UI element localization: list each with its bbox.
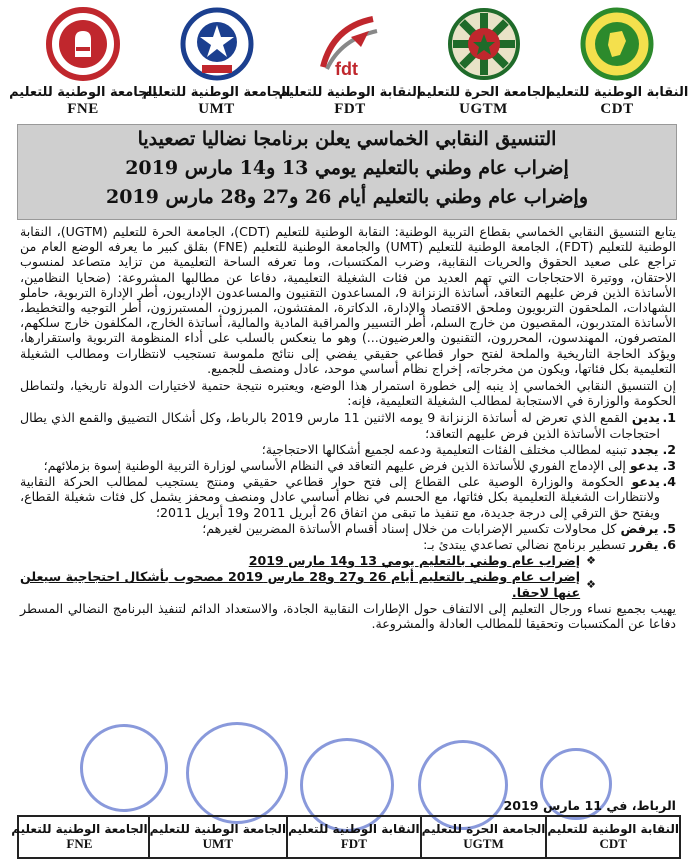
footer-abbr: CDT <box>599 836 627 851</box>
fne-logo <box>45 6 121 81</box>
title-line-1: التنسيق النقابي الخماسي يعلن برنامجا نضاليا تصعيديا <box>137 128 557 150</box>
footer-name: النقابة الوطنية للتعليم <box>288 822 420 836</box>
footer-cell <box>11 817 147 857</box>
footer-cell <box>286 817 420 857</box>
item-lead: يجدد <box>630 441 659 457</box>
title-line-2: إضراب عام وطني بالتعليم يومي 13 و14 مارس 2019 <box>125 157 569 179</box>
list-item <box>20 442 676 457</box>
ugtm-logo <box>446 6 522 81</box>
strike-bullet-1 <box>20 553 676 568</box>
org-abbr: FDT <box>334 101 366 117</box>
item-number: 1. <box>662 410 676 426</box>
umt-logo <box>179 6 255 81</box>
title-box <box>17 124 677 220</box>
item-number: 4. <box>662 474 676 490</box>
item-number: 5. <box>662 520 676 536</box>
item-number: 3. <box>662 458 676 474</box>
list-item <box>20 521 676 536</box>
item-lead: يدعو <box>631 474 660 490</box>
list-item <box>20 474 676 520</box>
statement-body <box>20 224 676 633</box>
item-number: 2. <box>662 441 676 457</box>
item-lead: يدين <box>631 410 660 426</box>
list-item <box>20 458 676 473</box>
fdt-logo <box>312 6 388 81</box>
intro-paragraph: يتابع التنسيق النقابي الخماسي بقطاع التربية الوطنية: النقابة الوطنية للتعليم (CDT)، الجامعة الحرة للتعليم (UGTM)، النقابة الوطنية للتعليم (FDT)، الجامعة الوطنية للتعليم (UMT) والجامعة الوطنية للتعليم (FNE) بقلق كبير ما يعرفه الوضع العام من تراجع على صعيد الحقوق والحريات النقابية، وضرب المكتسبات، وما تعرفه الساحة التعليمية من تزايد متصاعد لمنسوب الاحتقان، ووتيرة الاحتجاجات التي تهم العديد من فئات الشغيلة التعليمية، دفاعا عن مطالبها المشروعة: (ضحايا النظامين، الأساتذة الذين فرض عليهم التعاقد، أساتذة الزنزانة 9، المساعدون التقنيون والمساعدون الإداريون، أطر الإدارة التربوية، حاملو الشهادات، الملحقون التربويون وملحق الاقتصاد والإدارة، الدكاترة، المفتشون، المبرزون، المستبرزون، أطر التوجيه والتخطيط، الأساتذة المتدربون، المقصيون من خارج السلم، أطر التسيير والمراقبة المادية والمالية، أساتذة الخارج، المكلفون خارج سلكهم، المتصرفون، المهندسون، المحررون، التقنيون والعرضيون...) وهو ما ينعكس بالسلب على أداء المنظومة التربوية واستقرارها، ويؤكد الحاجة التاريخية والملحة لفتح حوار قطاعي حقيقي يفضي إلى نتائج ملموسة تستجيب لانتظارات ومطالب الشغيلة التعليمية بكل فئاتها، ويكون من مخرجاته، إخراج نظام أساسي موحد، عادل ومنصف للجميع. <box>20 224 677 376</box>
item-text: الحكومة والوزارة الوصية على القطاع إلى فتح حوار قطاعي حقيقي ومنتج يستجيب لمطالب الحركة النقابية ولانتظارات الشغيلة التعليمية بكل فئاتها، مع الحسم في نظام أساسي عادل ومنصف ومحفز يشمل كل فئات شغيلة القطاع، ويفتح حق الترقي إلى درجة جديدة، مع تنفيذ ما تبقى من اتفاق 26 أبريل 2011 و19 أبريل 2011؛ <box>20 474 660 520</box>
bullet-text: إضراب عام وطني بالتعليم أيام 26 و27 و28 مارس 2019 مصحوب بأشكال احتجاجية سيعلن عنها لاحقا. <box>20 569 581 600</box>
list-item <box>20 537 676 552</box>
org-umt <box>142 6 291 118</box>
org-name: الجامعة الوطنية للتعليم <box>142 85 291 100</box>
footer-cell <box>420 817 546 857</box>
org-abbr: FNE <box>67 101 99 117</box>
item-lead: يرفض <box>620 520 659 536</box>
org-cdt <box>545 6 689 118</box>
svg-text:fdt: fdt <box>335 58 358 79</box>
footer-name: الجامعة الوطنية للتعليم <box>149 822 287 836</box>
list-item <box>20 410 676 440</box>
org-abbr: CDT <box>600 101 634 117</box>
diamond-bullet-icon: ❖ <box>586 554 596 568</box>
org-name: الجامعة الحرة للتعليم <box>416 85 551 100</box>
bullet-text: إضراب عام وطني بالتعليم يومي 13 و14 مارس 2019 <box>248 553 581 569</box>
org-name: النقابة الوطنية للتعليم <box>545 85 689 100</box>
footer-abbr: FNE <box>66 836 93 851</box>
footer-cell <box>545 817 679 857</box>
item-text: إلى الإدماج الفوري للأساتذة الذين فرض عليهم التعاقد في النظام الأساسي لوزارة التربية الوطنية إسوة بزملائهم؛ <box>43 458 626 474</box>
org-name: النقابة الوطنية للتعليم <box>278 85 422 100</box>
org-abbr: UMT <box>198 101 235 117</box>
org-abbr: UGTM <box>459 101 508 117</box>
item-lead: يقرر <box>629 537 659 553</box>
footer-name: الجامعة الوطنية للتعليم <box>11 822 148 836</box>
footer-abbr: FDT <box>340 836 367 851</box>
footer-abbr: UMT <box>202 836 234 851</box>
item-text: القمع الذي تعرض له أساتذة الزنزانة 9 يومه الاثنين 11 مارس 2019 بالرباط، وكل أشكال التضييق والقمع الذي يطال احتجاجات الأساتذة الذين فرض عليهم التعاقد؛ <box>20 410 660 441</box>
org-fdt <box>278 6 422 118</box>
footer-cell <box>148 817 286 857</box>
org-ugtm <box>416 6 551 118</box>
item-number: 6. <box>662 537 676 553</box>
date-text: الرباط، في 11 مارس 2019 <box>503 798 676 813</box>
org-name: الجامعة الوطنية للتعليم <box>9 85 157 100</box>
date-line <box>20 798 676 813</box>
cdt-logo <box>579 6 655 81</box>
signature-table <box>11 815 681 859</box>
item-text: كل محاولات تكسير الإضرابات من خلال إسناد أقسام الأساتذة المضربين لغيرهم؛ <box>202 520 617 536</box>
strike-bullet-2 <box>20 569 676 599</box>
diamond-bullet-icon: ❖ <box>586 578 596 592</box>
title-line-3: وإضراب عام وطني بالتعليم أيام 26 و27 و28 مارس 2019 <box>105 186 589 208</box>
item-text: تسطير برنامج نضالي تصاعدي يبتدئ بـ: <box>423 537 626 553</box>
footer-name: النقابة الوطنية للتعليم <box>547 822 679 836</box>
footer-name: الجامعة الحرة للتعليم <box>421 822 546 836</box>
closing-paragraph: يهيب بجميع نساء ورجال التعليم إلى الالتفاف حول الإطارات النقابية الجادة، والاستعداد الدائم لتنفيذ البرنامج النضالي المسطر دفاعا عن المكتسبات وتحقيقا للمطالب العادلة والمشروعة. <box>20 600 676 632</box>
second-paragraph: إن التنسيق النقابي الخماسي إذ ينبه إلى خطورة استمرار هذا الوضع، ويعتبره نتيجة حتمية لاختيارات الدولة تاريخيا، ولتماطل الحكومة والوزارة في الاستجابة لمطالب الشغيلة التعليمية، فإنه: <box>20 378 676 409</box>
header-logos <box>9 6 689 118</box>
footer-abbr: UGTM <box>463 836 504 851</box>
item-text: تبنيه لمطالب مختلف الفئات التعليمية ودعمه لجميع أشكالها الاحتجاجية؛ <box>261 441 627 457</box>
org-fne <box>9 6 157 118</box>
item-lead: يدعو <box>629 458 659 474</box>
